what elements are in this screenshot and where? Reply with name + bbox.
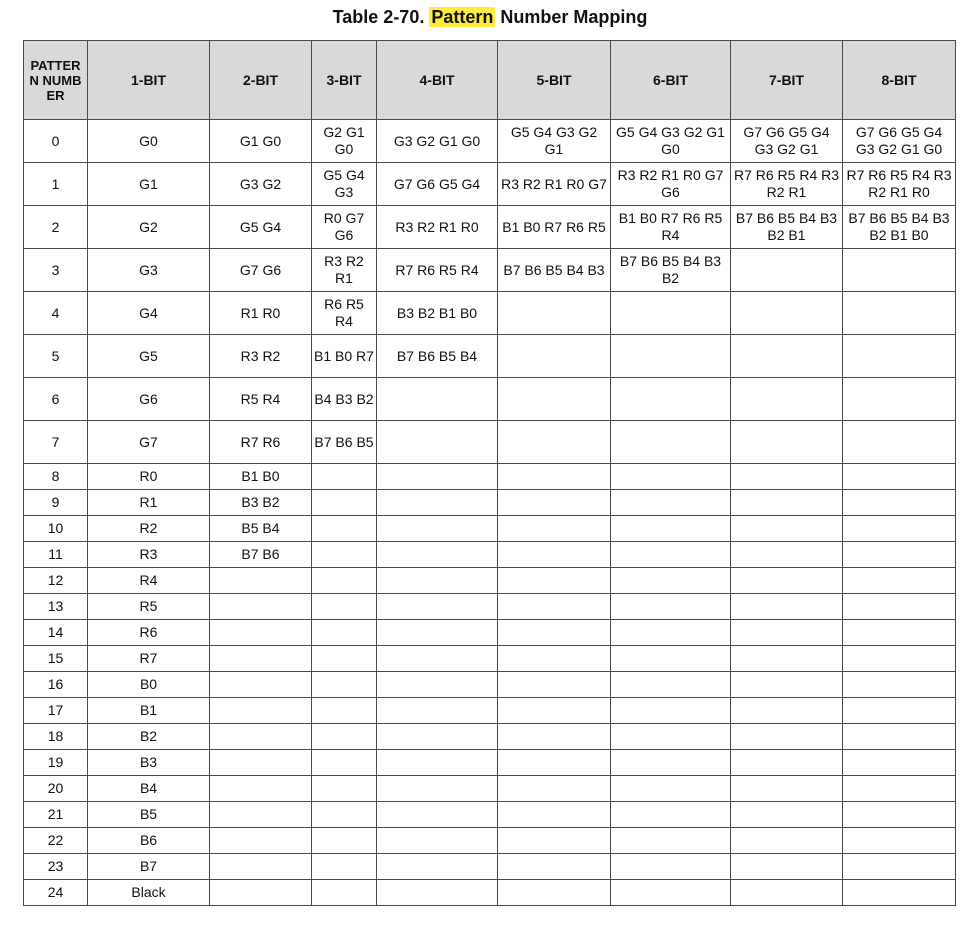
- mapping-cell: [843, 516, 956, 542]
- mapping-cell: [210, 646, 312, 672]
- mapping-cell: R5 R4: [210, 378, 312, 421]
- column-header-pattern-number: PATTERN NUMBER: [24, 41, 88, 120]
- mapping-cell: G7: [88, 421, 210, 464]
- mapping-cell: [843, 490, 956, 516]
- table-row: [24, 698, 956, 724]
- table-row: [24, 568, 956, 594]
- mapping-cell: [611, 802, 731, 828]
- mapping-cell: [312, 750, 377, 776]
- mapping-cell: R0: [88, 464, 210, 490]
- mapping-cell: [731, 490, 843, 516]
- mapping-cell: [210, 724, 312, 750]
- mapping-cell: [312, 698, 377, 724]
- mapping-cell: [843, 724, 956, 750]
- mapping-cell: G2: [88, 206, 210, 249]
- mapping-cell: [312, 620, 377, 646]
- mapping-cell: R7 R6: [210, 421, 312, 464]
- column-header-2-bit: 2-BIT: [210, 41, 312, 120]
- mapping-cell: [312, 724, 377, 750]
- table-row: [24, 249, 956, 292]
- mapping-cell: R3 R2 R1 R0: [377, 206, 498, 249]
- mapping-cell: [498, 292, 611, 335]
- mapping-cell: B7: [88, 854, 210, 880]
- mapping-cell: R5: [88, 594, 210, 620]
- pattern-number-cell: 0: [24, 120, 88, 163]
- mapping-cell: [731, 880, 843, 906]
- table-row: [24, 421, 956, 464]
- mapping-cell: [498, 620, 611, 646]
- table-row: [24, 163, 956, 206]
- pattern-number-cell: 7: [24, 421, 88, 464]
- mapping-cell: G7 G6 G5 G4: [377, 163, 498, 206]
- mapping-cell: G3 G2 G1 G0: [377, 120, 498, 163]
- mapping-cell: B7 B6 B5 B4 B3 B2 B1: [731, 206, 843, 249]
- table-row: [24, 490, 956, 516]
- mapping-cell: [312, 516, 377, 542]
- mapping-cell: [843, 750, 956, 776]
- mapping-cell: R3 R2: [210, 335, 312, 378]
- mapping-cell: G1: [88, 163, 210, 206]
- table-row: [24, 828, 956, 854]
- mapping-cell: [377, 378, 498, 421]
- mapping-cell: [843, 249, 956, 292]
- mapping-cell: [731, 249, 843, 292]
- mapping-cell: [843, 378, 956, 421]
- mapping-cell: G4: [88, 292, 210, 335]
- mapping-cell: Black: [88, 880, 210, 906]
- mapping-cell: [377, 516, 498, 542]
- mapping-cell: [210, 568, 312, 594]
- mapping-cell: [843, 292, 956, 335]
- mapping-cell: [498, 490, 611, 516]
- mapping-cell: B3: [88, 750, 210, 776]
- mapping-cell: [731, 421, 843, 464]
- mapping-cell: [611, 698, 731, 724]
- mapping-cell: [312, 672, 377, 698]
- mapping-cell: [210, 594, 312, 620]
- mapping-cell: B5: [88, 802, 210, 828]
- mapping-cell: [377, 776, 498, 802]
- mapping-cell: [843, 335, 956, 378]
- mapping-cell: B7 B6 B5 B4 B3 B2: [611, 249, 731, 292]
- mapping-cell: [731, 828, 843, 854]
- table-row: [24, 776, 956, 802]
- mapping-cell: G3: [88, 249, 210, 292]
- mapping-cell: [377, 698, 498, 724]
- mapping-cell: [210, 672, 312, 698]
- pattern-number-cell: 23: [24, 854, 88, 880]
- column-header-3-bit: 3-BIT: [312, 41, 377, 120]
- mapping-cell: [498, 421, 611, 464]
- mapping-cell: [377, 594, 498, 620]
- mapping-cell: B1 B0: [210, 464, 312, 490]
- pattern-number-cell: 16: [24, 672, 88, 698]
- mapping-cell: [611, 880, 731, 906]
- mapping-cell: [312, 776, 377, 802]
- mapping-cell: [498, 750, 611, 776]
- mapping-cell: B7 B6 B5 B4: [377, 335, 498, 378]
- mapping-cell: [498, 776, 611, 802]
- mapping-cell: [312, 802, 377, 828]
- table-row: [24, 292, 956, 335]
- mapping-cell: [312, 490, 377, 516]
- pattern-number-cell: 8: [24, 464, 88, 490]
- mapping-cell: [377, 854, 498, 880]
- header-row: [24, 41, 956, 120]
- table-caption: [0, 6, 980, 28]
- mapping-cell: [731, 646, 843, 672]
- mapping-cell: [377, 568, 498, 594]
- mapping-cell: [312, 828, 377, 854]
- mapping-cell: [843, 802, 956, 828]
- mapping-cell: [611, 292, 731, 335]
- mapping-cell: [843, 421, 956, 464]
- mapping-cell: [377, 724, 498, 750]
- mapping-cell: [498, 828, 611, 854]
- mapping-cell: [843, 646, 956, 672]
- table-body: [24, 120, 956, 906]
- mapping-cell: [731, 698, 843, 724]
- mapping-cell: [611, 828, 731, 854]
- mapping-cell: [498, 854, 611, 880]
- table-row: [24, 335, 956, 378]
- column-header-5-bit: 5-BIT: [498, 41, 611, 120]
- mapping-cell: [312, 854, 377, 880]
- mapping-cell: [731, 516, 843, 542]
- mapping-cell: [498, 464, 611, 490]
- mapping-cell: [312, 880, 377, 906]
- mapping-cell: R6: [88, 620, 210, 646]
- mapping-cell: B1 B0 R7 R6 R5: [498, 206, 611, 249]
- table-row: [24, 854, 956, 880]
- mapping-cell: B2: [88, 724, 210, 750]
- mapping-cell: G6: [88, 378, 210, 421]
- mapping-cell: [731, 854, 843, 880]
- mapping-cell: G5 G4 G3 G2 G1: [498, 120, 611, 163]
- mapping-cell: [498, 880, 611, 906]
- mapping-cell: G3 G2: [210, 163, 312, 206]
- mapping-cell: [611, 378, 731, 421]
- mapping-cell: [312, 568, 377, 594]
- pattern-number-cell: 4: [24, 292, 88, 335]
- mapping-cell: [498, 378, 611, 421]
- mapping-cell: [312, 464, 377, 490]
- mapping-cell: B5 B4: [210, 516, 312, 542]
- mapping-cell: [377, 620, 498, 646]
- mapping-cell: G7 G6: [210, 249, 312, 292]
- pattern-mapping-table: [23, 40, 956, 906]
- mapping-cell: [611, 672, 731, 698]
- mapping-cell: [498, 542, 611, 568]
- mapping-cell: R3 R2 R1 R0 G7 G6: [611, 163, 731, 206]
- mapping-cell: B6: [88, 828, 210, 854]
- pattern-number-cell: 2: [24, 206, 88, 249]
- mapping-cell: [843, 672, 956, 698]
- pattern-number-cell: 21: [24, 802, 88, 828]
- table-row: [24, 620, 956, 646]
- mapping-cell: B7 B6 B5 B4 B3 B2 B1 B0: [843, 206, 956, 249]
- mapping-cell: R3 R2 R1: [312, 249, 377, 292]
- mapping-cell: R0 G7 G6: [312, 206, 377, 249]
- mapping-cell: [731, 542, 843, 568]
- mapping-cell: G1 G0: [210, 120, 312, 163]
- mapping-cell: [731, 335, 843, 378]
- mapping-cell: [611, 464, 731, 490]
- mapping-cell: [611, 421, 731, 464]
- mapping-cell: B4 B3 B2: [312, 378, 377, 421]
- mapping-cell: B4: [88, 776, 210, 802]
- mapping-cell: [312, 594, 377, 620]
- mapping-cell: B1 B0 R7: [312, 335, 377, 378]
- mapping-cell: R3 R2 R1 R0 G7: [498, 163, 611, 206]
- mapping-cell: [498, 568, 611, 594]
- mapping-cell: [312, 542, 377, 568]
- mapping-cell: [210, 620, 312, 646]
- caption-prefix: Table 2-70.: [332, 7, 430, 27]
- mapping-cell: [611, 854, 731, 880]
- column-header-6-bit: 6-BIT: [611, 41, 731, 120]
- mapping-cell: [210, 854, 312, 880]
- mapping-cell: [843, 464, 956, 490]
- mapping-cell: [843, 698, 956, 724]
- mapping-cell: [611, 335, 731, 378]
- mapping-cell: [731, 568, 843, 594]
- pattern-number-cell: 18: [24, 724, 88, 750]
- pattern-number-cell: 10: [24, 516, 88, 542]
- mapping-cell: [498, 516, 611, 542]
- table-row: [24, 880, 956, 906]
- mapping-cell: B7 B6 B5: [312, 421, 377, 464]
- mapping-cell: R2: [88, 516, 210, 542]
- pattern-number-cell: 22: [24, 828, 88, 854]
- mapping-cell: [377, 646, 498, 672]
- mapping-cell: B3 B2: [210, 490, 312, 516]
- mapping-cell: [377, 880, 498, 906]
- mapping-cell: [611, 724, 731, 750]
- table-row: [24, 646, 956, 672]
- pattern-number-cell: 9: [24, 490, 88, 516]
- mapping-cell: R7: [88, 646, 210, 672]
- mapping-cell: [377, 542, 498, 568]
- mapping-cell: B1: [88, 698, 210, 724]
- mapping-cell: [611, 542, 731, 568]
- mapping-cell: [210, 880, 312, 906]
- mapping-cell: [611, 776, 731, 802]
- table-row: [24, 724, 956, 750]
- mapping-cell: G2 G1 G0: [312, 120, 377, 163]
- mapping-cell: B3 B2 B1 B0: [377, 292, 498, 335]
- mapping-cell: [377, 828, 498, 854]
- pattern-number-cell: 6: [24, 378, 88, 421]
- mapping-cell: [611, 516, 731, 542]
- mapping-cell: G7 G6 G5 G4 G3 G2 G1 G0: [843, 120, 956, 163]
- pattern-number-cell: 13: [24, 594, 88, 620]
- mapping-cell: [843, 828, 956, 854]
- mapping-cell: R1 R0: [210, 292, 312, 335]
- mapping-cell: [843, 594, 956, 620]
- mapping-cell: R6 R5 R4: [312, 292, 377, 335]
- mapping-cell: [498, 672, 611, 698]
- pattern-number-cell: 19: [24, 750, 88, 776]
- mapping-cell: [498, 724, 611, 750]
- mapping-cell: [731, 776, 843, 802]
- pattern-number-cell: 17: [24, 698, 88, 724]
- column-header-1-bit: 1-BIT: [88, 41, 210, 120]
- mapping-cell: B1 B0 R7 R6 R5 R4: [611, 206, 731, 249]
- mapping-cell: [731, 672, 843, 698]
- mapping-cell: [377, 490, 498, 516]
- mapping-cell: [377, 750, 498, 776]
- pattern-number-cell: 1: [24, 163, 88, 206]
- mapping-cell: [731, 378, 843, 421]
- table-row: [24, 516, 956, 542]
- pattern-number-cell: 24: [24, 880, 88, 906]
- mapping-cell: [731, 464, 843, 490]
- mapping-cell: B0: [88, 672, 210, 698]
- mapping-cell: [731, 620, 843, 646]
- mapping-cell: R1: [88, 490, 210, 516]
- mapping-cell: [377, 672, 498, 698]
- table-row: [24, 672, 956, 698]
- column-header-8-bit: 8-BIT: [843, 41, 956, 120]
- mapping-cell: G5 G4: [210, 206, 312, 249]
- mapping-cell: G5 G4 G3: [312, 163, 377, 206]
- mapping-cell: [611, 594, 731, 620]
- mapping-cell: [843, 620, 956, 646]
- pattern-number-cell: 14: [24, 620, 88, 646]
- mapping-cell: [377, 464, 498, 490]
- pattern-number-cell: 3: [24, 249, 88, 292]
- mapping-cell: [843, 854, 956, 880]
- mapping-cell: [611, 620, 731, 646]
- table-row: [24, 464, 956, 490]
- mapping-cell: [611, 750, 731, 776]
- pattern-number-cell: 12: [24, 568, 88, 594]
- caption-suffix: Number Mapping: [495, 7, 648, 27]
- mapping-cell: [843, 880, 956, 906]
- table-row: [24, 206, 956, 249]
- mapping-cell: [498, 335, 611, 378]
- mapping-cell: [731, 594, 843, 620]
- table-row: [24, 120, 956, 163]
- mapping-cell: [377, 421, 498, 464]
- table-row: [24, 378, 956, 421]
- pattern-number-cell: 20: [24, 776, 88, 802]
- table-row: [24, 594, 956, 620]
- mapping-cell: [731, 750, 843, 776]
- mapping-cell: [731, 724, 843, 750]
- mapping-cell: [843, 776, 956, 802]
- column-header-4-bit: 4-BIT: [377, 41, 498, 120]
- pattern-number-cell: 15: [24, 646, 88, 672]
- mapping-cell: [210, 828, 312, 854]
- mapping-cell: [731, 802, 843, 828]
- mapping-cell: [611, 646, 731, 672]
- mapping-cell: [210, 750, 312, 776]
- pattern-number-cell: 5: [24, 335, 88, 378]
- mapping-cell: R7 R6 R5 R4 R3 R2 R1 R0: [843, 163, 956, 206]
- mapping-cell: [210, 776, 312, 802]
- mapping-cell: R3: [88, 542, 210, 568]
- mapping-cell: [377, 802, 498, 828]
- mapping-cell: G5: [88, 335, 210, 378]
- mapping-cell: [843, 542, 956, 568]
- pattern-number-cell: 11: [24, 542, 88, 568]
- mapping-cell: G0: [88, 120, 210, 163]
- mapping-cell: [210, 802, 312, 828]
- caption-highlight: Pattern: [431, 7, 494, 27]
- mapping-cell: G5 G4 G3 G2 G1 G0: [611, 120, 731, 163]
- mapping-cell: G7 G6 G5 G4 G3 G2 G1: [731, 120, 843, 163]
- mapping-cell: [498, 594, 611, 620]
- mapping-cell: [312, 646, 377, 672]
- mapping-cell: [843, 568, 956, 594]
- mapping-cell: B7 B6 B5 B4 B3: [498, 249, 611, 292]
- table-row: [24, 542, 956, 568]
- table-row: [24, 750, 956, 776]
- mapping-cell: R4: [88, 568, 210, 594]
- mapping-cell: [498, 802, 611, 828]
- table-row: [24, 802, 956, 828]
- mapping-cell: R7 R6 R5 R4 R3 R2 R1: [731, 163, 843, 206]
- mapping-cell: R7 R6 R5 R4: [377, 249, 498, 292]
- mapping-cell: [611, 568, 731, 594]
- column-header-7-bit: 7-BIT: [731, 41, 843, 120]
- mapping-cell: [731, 292, 843, 335]
- mapping-cell: [498, 698, 611, 724]
- mapping-cell: [210, 698, 312, 724]
- mapping-cell: [611, 490, 731, 516]
- mapping-cell: [498, 646, 611, 672]
- mapping-cell: B7 B6: [210, 542, 312, 568]
